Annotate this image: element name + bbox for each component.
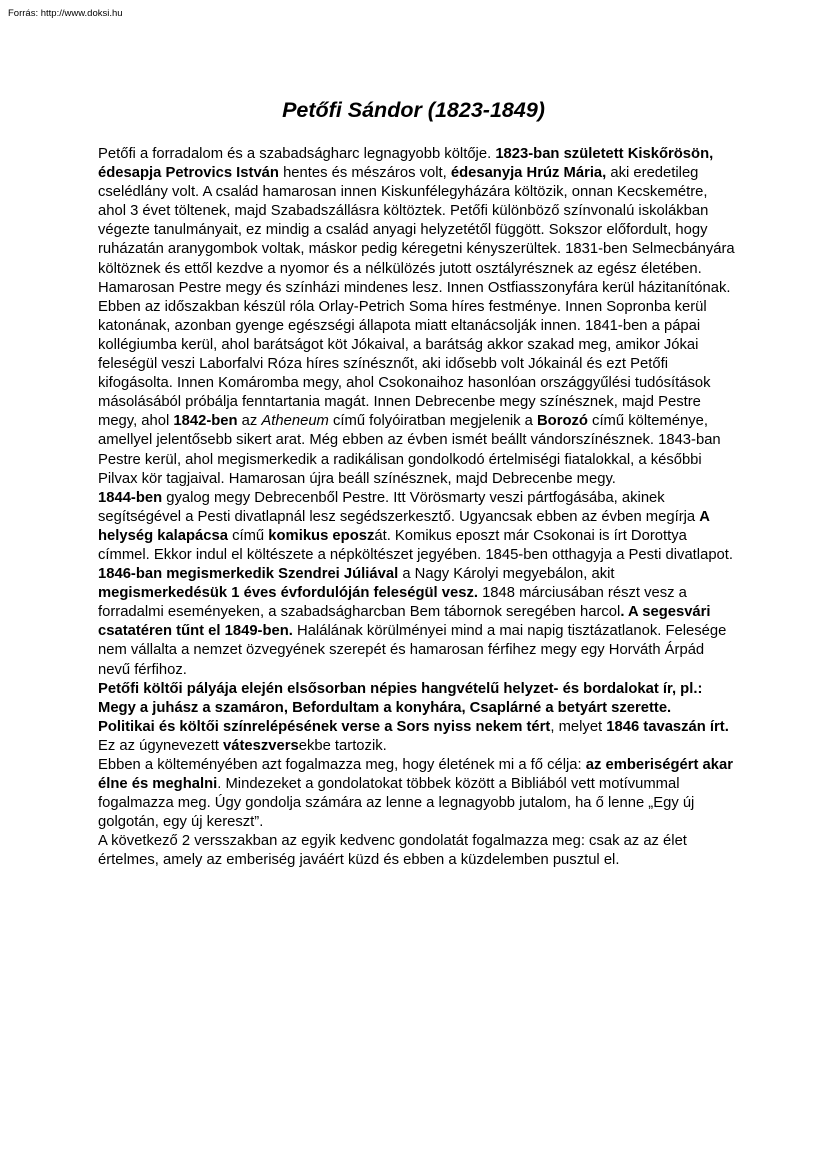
text-run: című: [227, 527, 269, 544]
paragraph: [98, 489, 738, 680]
bold-text: Petőfi költői pályája elején elsősorban népies hangvételű helyzet- és bordalokat ír, pl.: Megy a juhász a szamáron, Befordultam a konyhára, Csaplárné a betyárt szerette.: [98, 680, 703, 716]
text-run: . Mindezeket a gondolatokat többek között a Bibliából vett motívummal fogalmazza meg. Úgy gondolja számára az lenne a legnagyobb jutalom, ha ő lenne „Egy új golgotán, egy új kereszt”.: [98, 776, 695, 831]
text-run: gyalog megy Debrecenből Pestre. Itt Vörösmarty veszi pártfogásába, akinek segítségével a Pesti divatlapnál lesz segédszerkesztő. Ugyancsak ebben az évben megírja: [98, 489, 700, 525]
bold-text: 1846-ban megismerkedik Szendrei Júliával: [98, 566, 399, 583]
paragraph: [98, 718, 738, 756]
bold-text: az emberiségért akar élne és meghalni: [98, 757, 733, 793]
text-run: című folyóiratban megjelenik a: [328, 413, 537, 430]
bold-text: Borozó: [536, 413, 588, 430]
bold-text: 1842-ben: [173, 413, 238, 430]
paragraph: [98, 832, 738, 870]
text-run: A következő 2 versszakban az egyik kedvenc gondolatát fogalmazza meg: csak az az élet értelmes, amely az emberiség javáért küzd és ebben a küzdelemben pusztul el.: [98, 833, 687, 869]
text-run: Halálának körülményei mind a mai napig tisztázatlanok. Felesége nem vállalta a nemzet özvegyének szerepét és hamarosan férfihez megy egy Horváth Árpád nevű férfihoz.: [98, 623, 727, 678]
bold-text: 1844-ben: [98, 489, 163, 506]
bold-text: megismerkedésük 1 éves évfordulóján feleségül vesz.: [98, 585, 478, 602]
text-run: át. Komikus eposzt már Csokonai is írt Dorottya címmel. Ekkor indul el költészete a népköltészet jegyében. 1845-ben otthagyja a Pesti divatlapot.: [98, 527, 733, 563]
text-run: Ez az úgynevezett: [98, 737, 224, 754]
page-title: Petőfi Sándor (1823-1849): [282, 98, 545, 122]
text-run: aki eredetileg cselédlány volt. A család hamarosan innen Kiskunfélegyházára költözik, onnan Kecskemétre, ahol 3 évet töltenek, majd Szabadszállásra költöztek. Petőfi különböző színvonalú iskolákban végezte tanulmányait, ez mindig a család anyagi helyzetétől függött. Sokszor előfordult, hogy ruházatán aranygombok voltak, máskor pedig kéregetni kényszerültek. 1831-ben Selmecbányára költöznek és ettől kezdve a nyomor és a nélkülözés jutott osztályrésznek az egész életében. Hamarosan Pestre megy és színházi mindenes lesz. Innen Ostfiasszonyfára kerül házitanítónak. Ebben az időszakban készül róla Orlay-Petrich Soma híres festménye. Innen Sopronba kerül katonának, azonban gyenge egészségi állapota miatt eltanácsolják innen. 1841-ben a pápai kollégiumba kerül, ahol barátságot köt Jókaival, a barátság akkor szakad meg, amikor Jókai feleségül veszi Laborfalvi Róza híres színésznőt, aki idősebb volt Jókainál és ezt Petőfi kifogásolta. Innen Komáromba megy, ahol Csokonaihoz hasonlóan országgyűlési tudósítások másolásából próbálja fenntartania magát. Innen Debrecenbe megy színésznek, majd Pestre megy, ahol: [98, 165, 735, 430]
text-run: hentes és mészáros volt,: [278, 165, 451, 182]
bold-text: komikus eposz: [268, 527, 375, 544]
paragraph: [98, 145, 738, 489]
text-run: 1848 márciusában részt vesz a forradalmi eseményeken, a szabadságharcban Bem tábornok seregében harcol: [98, 585, 687, 621]
document-body: [98, 145, 738, 871]
text-run: , melyet: [550, 718, 607, 735]
text-run: ekbe tartozik.: [298, 737, 387, 754]
paragraph: [98, 680, 738, 718]
bold-text: A helység kalapácsa: [98, 508, 710, 544]
text-run: az: [237, 413, 262, 430]
bold-text: 1823-ban született Kiskőrösön, édesapja Petrovics István: [98, 146, 714, 182]
text-run: Ebben a költeményében azt fogalmazza meg, hogy életének mi a fő célja:: [98, 757, 586, 773]
italic-text: Atheneum: [261, 413, 329, 430]
text-run: a Nagy Károlyi megyebálon, akit: [398, 566, 615, 583]
bold-text: Politikai és költői színrelépésének verse a Sors nyiss nekem tért: [98, 718, 551, 735]
bold-text: váteszvers: [223, 737, 299, 754]
text-run: című költeménye, amellyel jelentősebb sikert arat. Még ebben az évben ismét beállt vándorszínésznek. 1843-ban Pestre kerül, ahol megismerkedik a radikálisan gondolkodó értelmiségi fiatalokkal, a későbbi Pilvax kör tagjaival. Hamarosan újra beáll színésznek, majd Debrecenbe megy.: [98, 413, 721, 487]
bold-text: 1846 tavaszán írt.: [606, 718, 729, 735]
bold-text: édesanyja Hrúz Mária,: [450, 165, 607, 182]
bold-text: . A segesvári csatatéren tűnt el 1849-ben.: [98, 604, 711, 640]
source-line: Forrás: http://www.doksi.hu: [8, 8, 123, 19]
text-run: Petőfi a forradalom és a szabadságharc legnagyobb költője.: [98, 146, 496, 162]
paragraph: [98, 756, 738, 832]
